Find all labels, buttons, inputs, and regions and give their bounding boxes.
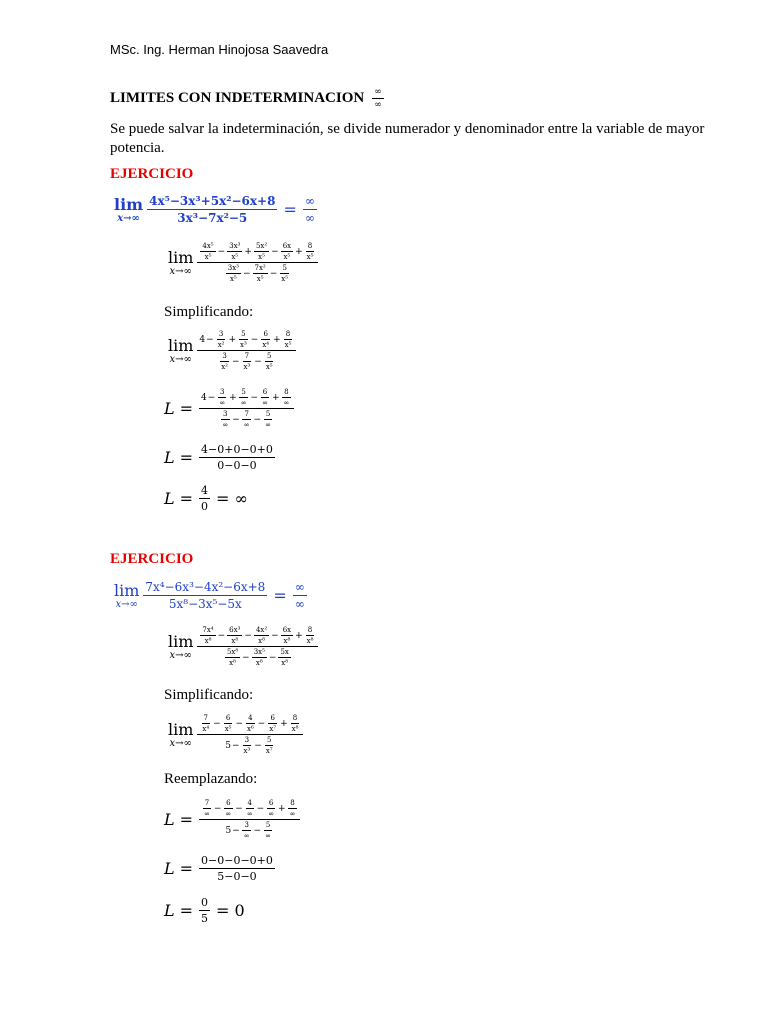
- ex2-denominator: 5x⁸−3x⁵−5x: [168, 597, 242, 611]
- term: 4: [199, 334, 206, 345]
- operator: +: [228, 334, 236, 345]
- operator: −: [207, 392, 216, 403]
- term-numerator: 7x⁴: [202, 626, 214, 634]
- term-numerator: 5: [282, 264, 287, 272]
- ex1-indeterminate: $\frac{\infty}{\infty}$: [304, 194, 315, 225]
- term-fraction: [200, 626, 215, 645]
- term-numerator: 8: [307, 626, 313, 634]
- term-numerator: 5: [241, 388, 246, 396]
- ex2-step-substitute-num: [199, 799, 300, 820]
- ex1-denominator: 3x³−7x²−5: [177, 211, 248, 225]
- term-numerator: 5x⁸: [226, 648, 239, 656]
- term-denominator: x³: [243, 363, 251, 371]
- operator: +: [295, 630, 303, 641]
- operator: −: [217, 246, 226, 257]
- term-numerator: 3: [222, 352, 227, 360]
- ex1-step-evaluate-den: 0−0−0: [217, 459, 257, 472]
- term-fraction: [219, 352, 230, 371]
- term-numerator: 5: [266, 736, 272, 744]
- ex1-main-fraction: [147, 194, 277, 225]
- operator: −: [232, 825, 240, 836]
- ex2-result: L = $\frac{0}{5}$ = 0: [164, 896, 245, 925]
- operator: −: [213, 718, 221, 729]
- term-numerator: 5x: [280, 648, 289, 656]
- ex2-statement: lim x→∞ $\frac{\text{7x⁴−6x³−4x²−6x+8}}{\text{5x⁸−3x⁵−5x}}$ = $\frac{\infty}{\infty}$: [114, 580, 305, 611]
- ex2-limit-operator: lim x→∞: [114, 580, 140, 610]
- ex1-step-substitute-num: [199, 388, 294, 409]
- term-numerator: 6: [262, 388, 268, 396]
- term-denominator: x⁴: [262, 341, 270, 349]
- term-denominator: ∞: [222, 421, 229, 429]
- term-denominator: x⁸: [281, 659, 289, 667]
- term-numerator: 7: [203, 714, 209, 722]
- term-fraction: [267, 714, 278, 733]
- operator: −: [254, 740, 262, 751]
- term-numerator: 5x²: [255, 242, 268, 250]
- term-numerator: 4: [247, 799, 252, 807]
- term-fraction: [305, 242, 316, 261]
- term-fraction: [279, 264, 290, 283]
- term-numerator: 7: [204, 799, 210, 807]
- operator: −: [254, 356, 262, 367]
- term-numerator: 3: [218, 330, 224, 338]
- ex1-step-evaluate-num: 4−0+0−0+0: [201, 443, 273, 456]
- term-denominator: x⁷: [269, 725, 277, 733]
- operator: −: [242, 652, 250, 663]
- term-numerator: 8: [285, 330, 291, 338]
- term-denominator: x⁸: [229, 659, 236, 667]
- term-fraction: [239, 388, 249, 407]
- operator: −: [271, 630, 279, 641]
- term-numerator: 5: [265, 410, 271, 418]
- term-numerator: 6: [270, 714, 275, 722]
- page-title: [110, 87, 385, 110]
- term-denominator: ∞: [265, 421, 271, 429]
- ex2-step-substitute: L = $\frac{7}{\infty}$ − $\frac{6}{\infty}$ − $\frac{4}{\infty}$ − $\frac{6}{\infty}$ + $\frac{8}{\infty}$ 5 − $\frac{3}{\infty}$ − $\frac{5}{\infty}$: [164, 799, 301, 840]
- term-fraction: [238, 330, 249, 349]
- term-fraction: [242, 736, 253, 755]
- term-denominator: x⁵: [224, 725, 232, 733]
- term-fraction: [223, 799, 233, 818]
- term-numerator: 5: [265, 821, 271, 829]
- term-fraction: [260, 388, 270, 407]
- term-fraction: [281, 388, 291, 407]
- term-numerator: 4x⁵: [202, 242, 214, 250]
- term-numerator: 7x²: [254, 264, 266, 272]
- term-fraction: [227, 242, 242, 261]
- ex1-step-simplified-num: [197, 330, 296, 351]
- term-denominator: x⁸: [258, 637, 265, 645]
- term-denominator: x⁸: [231, 637, 239, 645]
- operator: +: [280, 718, 288, 729]
- term-numerator: 6: [226, 799, 231, 807]
- term-numerator: 7: [244, 352, 250, 360]
- operator: −: [206, 334, 214, 345]
- term: 5: [225, 825, 232, 836]
- term-numerator: 6x: [282, 242, 292, 250]
- term-fraction: [254, 626, 269, 645]
- ex2-step-evaluate-den: 5−0−0: [217, 870, 257, 883]
- ex1-step-simplified-den: [216, 351, 277, 371]
- term-fraction: [225, 648, 240, 667]
- title-frac-den: ∞: [374, 100, 382, 110]
- term-numerator: 3x⁵: [253, 648, 265, 656]
- term-fraction: [266, 799, 276, 818]
- ex2-simplify-label: Simplificando:: [164, 687, 254, 703]
- author-header: MSc. Ing. Herman Hinojosa Saavedra: [110, 42, 329, 57]
- term-numerator: 6: [263, 330, 268, 338]
- operator: −: [244, 630, 252, 641]
- term-numerator: 5: [266, 352, 272, 360]
- term-denominator: x⁵: [306, 253, 314, 261]
- term: 4: [201, 392, 207, 403]
- term-denominator: x³: [243, 747, 251, 755]
- term-denominator: x⁸: [283, 637, 291, 645]
- term-fraction: [281, 242, 293, 261]
- term-numerator: 6x: [282, 626, 292, 634]
- term-fraction: [264, 736, 275, 755]
- operator: −: [232, 414, 240, 425]
- term-fraction: [245, 714, 256, 733]
- term-fraction: [245, 799, 255, 818]
- ex2-step-evaluate-num: 0−0−0−0+0: [201, 854, 273, 867]
- ex1-step-divide-num: [197, 242, 318, 263]
- ex1-result: L = $\frac{4}{0}$ = ∞: [164, 484, 248, 513]
- ex1-statement: lim x→∞ $\frac{\text{4x⁵−3x³+5x²−6x+8}}{\text{3x³−7x²−5}}$ = $\frac{\infty}{\infty}$: [114, 194, 315, 225]
- term-fraction: [242, 410, 252, 429]
- term-fraction: [216, 330, 227, 349]
- term-denominator: ∞: [243, 832, 250, 840]
- term-fraction: [283, 330, 294, 349]
- term-denominator: x⁵: [265, 363, 273, 371]
- term: 5: [225, 740, 231, 751]
- operator: −: [256, 803, 265, 814]
- exercise-1-heading: EJERCICIO: [110, 166, 194, 182]
- term-denominator: x⁵: [231, 253, 239, 261]
- ex1-step-divide-limit: lim x→∞: [168, 247, 194, 277]
- term-numerator: 8: [284, 388, 289, 396]
- ex2-replace-label: Reemplazando:: [164, 771, 258, 787]
- term-denominator: ∞: [246, 810, 253, 818]
- operator: +: [295, 246, 303, 257]
- operator: +: [273, 334, 281, 345]
- term-denominator: x⁶: [247, 725, 254, 733]
- ex2-numerator: 7x⁴−6x³−4x²−6x+8: [145, 580, 266, 594]
- operator: +: [229, 392, 237, 403]
- ex1-limit-operator: lim x→∞: [114, 194, 144, 224]
- term-fraction: [263, 821, 273, 840]
- term-denominator: ∞: [289, 810, 296, 818]
- operator: −: [235, 803, 243, 814]
- operator: +: [278, 803, 286, 814]
- term-numerator: 8: [292, 714, 298, 722]
- term-fraction: [264, 352, 275, 371]
- term-numerator: 8: [307, 242, 313, 250]
- operator: −: [268, 652, 277, 663]
- term-denominator: x⁵: [258, 253, 265, 261]
- operator: −: [217, 630, 226, 641]
- term-denominator: ∞: [219, 399, 226, 407]
- term-numerator: 4x²: [255, 626, 268, 634]
- term-denominator: ∞: [243, 421, 250, 429]
- term-numerator: 7: [244, 410, 249, 418]
- term-fraction: [254, 242, 269, 261]
- operator: +: [244, 246, 252, 257]
- term-denominator: x⁵: [283, 253, 291, 261]
- term-fraction: [252, 648, 267, 667]
- operator: −: [250, 392, 259, 403]
- ex2-step-divide-num: [197, 626, 318, 647]
- term-numerator: 6x³: [229, 626, 241, 634]
- term-denominator: x³: [240, 341, 247, 349]
- operator: −: [250, 334, 259, 345]
- term-denominator: x⁸: [204, 637, 212, 645]
- term-denominator: x⁷: [265, 747, 273, 755]
- term-fraction: [305, 626, 316, 645]
- ex1-step-substitute-den: [217, 409, 276, 429]
- term-numerator: 4: [248, 714, 253, 722]
- ex2-indeterminate: $\frac{\infty}{\infty}$: [294, 580, 305, 611]
- term-numerator: 6: [268, 799, 274, 807]
- term-fraction: [200, 242, 215, 261]
- term-denominator: ∞: [283, 399, 290, 407]
- term-numerator: 3: [244, 736, 250, 744]
- term-denominator: x⁸: [291, 725, 299, 733]
- term-fraction: [242, 352, 253, 371]
- term-fraction: [202, 799, 212, 818]
- term-denominator: x⁸: [255, 659, 263, 667]
- term-fraction: [281, 626, 293, 645]
- term-fraction: [227, 626, 242, 645]
- term-numerator: 6: [225, 714, 231, 722]
- operator: −: [257, 718, 266, 729]
- ex2-main-fraction: [143, 580, 267, 611]
- term-denominator: ∞: [265, 832, 271, 840]
- term-fraction: [253, 264, 268, 283]
- term-denominator: ∞: [204, 810, 210, 818]
- term-numerator: 3: [223, 410, 228, 418]
- term-numerator: 3: [220, 388, 225, 396]
- term-numerator: 3x³: [227, 264, 239, 272]
- term-denominator: x⁵: [284, 341, 292, 349]
- ex1-result-value: ∞: [234, 489, 248, 508]
- ex1-step-divide-den: [223, 263, 293, 283]
- ex1-simplify-label: Simplificando:: [164, 304, 254, 320]
- term-fraction: [278, 648, 290, 667]
- operator: −: [231, 356, 240, 367]
- title-frac-num: ∞: [374, 87, 382, 97]
- operator: −: [231, 740, 240, 751]
- term-denominator: x⁸: [306, 637, 314, 645]
- term-fraction: [223, 714, 234, 733]
- term-fraction: [217, 388, 227, 407]
- term-fraction: [220, 410, 230, 429]
- term-fraction: [200, 714, 211, 733]
- exercise-2-heading: EJERCICIO: [110, 551, 194, 567]
- ex2-step-simplified-num: [197, 714, 303, 735]
- term-numerator: 8: [290, 799, 295, 807]
- term-denominator: x⁵: [281, 275, 289, 283]
- term-denominator: ∞: [268, 810, 275, 818]
- term-denominator: ∞: [262, 399, 268, 407]
- ex2-step-divide-den: [222, 647, 294, 667]
- term-numerator: 3: [244, 821, 249, 829]
- operator: −: [253, 414, 262, 425]
- term-denominator: x²: [221, 363, 228, 371]
- operator: −: [271, 246, 279, 257]
- operator: +: [271, 392, 280, 403]
- ex2-step-simplified-den: [223, 735, 277, 755]
- term-denominator: x⁵: [204, 253, 212, 261]
- term-fraction: [226, 264, 241, 283]
- term-fraction: [260, 330, 271, 349]
- term-fraction: [263, 410, 273, 429]
- term-denominator: ∞: [240, 399, 247, 407]
- ex2-result-value: 0: [234, 901, 245, 920]
- intro-paragraph: Se puede salvar la indeterminación, se divide numerador y denominador entre la variable de mayor potencia.: [110, 121, 705, 156]
- ex1-numerator: 4x⁵−3x³+5x²−6x+8: [149, 194, 276, 208]
- ex1-step-evaluate: L = $\frac{4-0+0-0+0}{0-0-0}$: [164, 443, 273, 472]
- term-denominator: x⁵: [256, 275, 264, 283]
- title-fraction: [372, 87, 384, 110]
- term-denominator: x⁵: [229, 275, 237, 283]
- term-denominator: x⁴: [202, 725, 210, 733]
- term-fraction: [288, 799, 298, 818]
- term-numerator: 5: [241, 330, 246, 338]
- ex1-step-divide: [168, 242, 319, 283]
- operator: −: [235, 718, 244, 729]
- term-numerator: 3x³: [229, 242, 241, 250]
- term-denominator: ∞: [225, 810, 232, 818]
- ex2-step-simplified: lim x→∞ $\frac{7}{\text{x⁴}}$ − $\frac{6}{\text{x⁵}}$ − $\frac{4}{\text{x⁶}}$ − $\frac{6}{\text{x⁷}}$ + $\frac{8}{\text{x⁸}}$ 5 − $\frac{3}{\text{x³}}$ − $\frac{5}{\text{x⁷}}$: [168, 714, 304, 755]
- operator: −: [253, 825, 262, 836]
- title-text: LIMITES CON INDETERMINACION: [110, 90, 365, 106]
- ex1-step-simplified: lim x→∞ 4 − $\frac{3}{\text{x²}}$ + $\frac{5}{\text{x³}}$ − $\frac{6}{\text{x⁴}}$ + $\frac{8}{\text{x⁵}}$ $\frac{3}{\text{x²}}$ − $\frac{7}{\text{x³}}$ − $\frac{5}{\text{x⁵}}$: [168, 330, 297, 371]
- operator: −: [213, 803, 222, 814]
- ex2-step-substitute-den: [223, 820, 276, 840]
- operator: −: [269, 268, 278, 279]
- ex2-step-evaluate: L = $\frac{0-0-0-0+0}{5-0-0}$: [164, 854, 273, 883]
- ex2-step-divide: lim x→∞ $\frac{\text{7x⁴}}{\text{x⁸}}$ − $\frac{\text{6x³}}{\text{x⁸}}$ − $\frac{\text{4x²}}{\text{x⁸}}$ − $\frac{6x}{\text{x⁸}}$ + $\frac{8}{\text{x⁸}}$ $\frac{\text{5x⁸}}{\text{x⁸}}$ − $\frac{\text{3x⁵}}{\text{x⁸}}$ − $\frac{5x}{\text{x⁸}}$: [168, 626, 319, 667]
- term-fraction: [242, 821, 252, 840]
- ex1-step-substitute: L = 4 − $\frac{3}{\infty}$ + $\frac{5}{\infty}$ − $\frac{6}{\infty}$ + $\frac{8}{\infty}$ $\frac{3}{\infty}$ − $\frac{7}{\infty}$ − $\frac{5}{\infty}$: [164, 388, 295, 429]
- operator: −: [242, 268, 251, 279]
- term-fraction: [290, 714, 301, 733]
- term-denominator: x²: [217, 341, 225, 349]
